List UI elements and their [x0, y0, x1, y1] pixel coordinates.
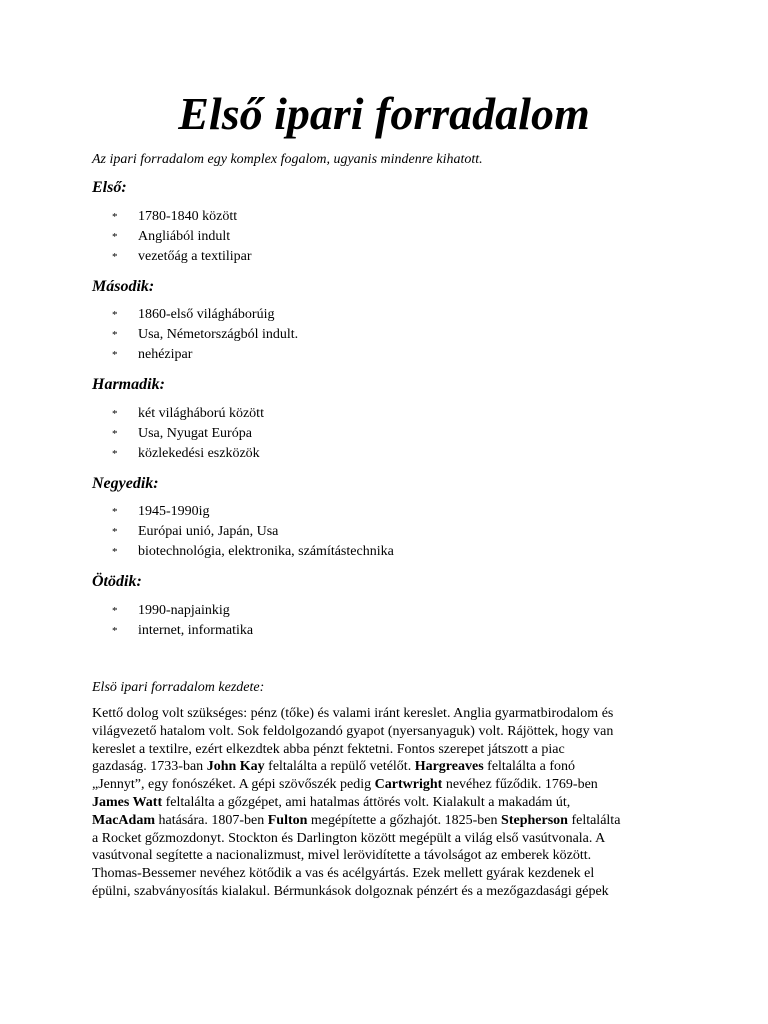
list-item: * internet, informatika: [112, 621, 253, 641]
name-john-kay: John Kay: [206, 759, 265, 775]
section-heading-second: Második:: [92, 278, 155, 295]
list-item: * vezetőág a textilipar: [112, 247, 252, 267]
list-item: * 1945-1990ig: [112, 502, 394, 522]
list-item: * 1780-1840 között: [112, 207, 252, 227]
list-item: * biotechnológia, elektronika, számítástechnika: [112, 542, 394, 562]
name-stepherson: Stepherson: [501, 812, 568, 828]
list-item: * Usa, Nyugat Európa: [112, 424, 264, 444]
bullet-asterisk-icon: *: [112, 506, 118, 518]
name-macadam: MacAdam: [92, 812, 155, 828]
section-heading-first: Első:: [92, 179, 127, 196]
name-fulton: Fulton: [267, 812, 308, 828]
bullet-asterisk-icon: *: [112, 329, 118, 341]
bullet-list-third: [112, 404, 264, 464]
bullet-asterisk-icon: *: [112, 408, 118, 420]
list-item: * Angliából indult: [112, 227, 252, 247]
bullet-list-fifth: [112, 601, 253, 641]
section-heading-fourth: Negyedik:: [92, 475, 159, 492]
section-subtitle: Elsö ipari forradalom kezdete:: [92, 680, 265, 695]
bullet-list-second: [112, 305, 298, 365]
bullet-asterisk-icon: *: [112, 546, 118, 558]
bullet-asterisk-icon: *: [112, 251, 118, 263]
bullet-list-first: [112, 207, 252, 267]
list-item: * közlekedési eszközök: [112, 444, 264, 464]
bullet-asterisk-icon: *: [112, 428, 118, 440]
bullet-asterisk-icon: *: [112, 526, 118, 538]
list-item: * két világháború között: [112, 404, 264, 424]
bullet-asterisk-icon: *: [112, 448, 118, 460]
bullet-asterisk-icon: *: [112, 231, 118, 243]
bullet-asterisk-icon: *: [112, 211, 118, 223]
name-james-watt: James Watt: [92, 794, 163, 810]
bullet-asterisk-icon: *: [112, 625, 118, 637]
list-item: * Usa, Németországból indult.: [112, 325, 298, 345]
section-heading-fifth: Ötödik:: [92, 573, 142, 590]
intro-text: Az ipari forradalom egy komplex fogalom, ugyanis mindenre kihatott.: [92, 152, 483, 167]
list-item: * 1990-napjainkig: [112, 601, 253, 621]
bullet-list-fourth: [112, 502, 394, 562]
section-heading-third: Harmadik:: [92, 376, 165, 393]
bullet-asterisk-icon: *: [112, 605, 118, 617]
list-item: * 1860-első világháborúig: [112, 305, 298, 325]
name-cartwright: Cartwright: [374, 777, 443, 793]
name-hargreaves: Hargreaves: [414, 759, 484, 775]
page-title: Első ipari forradalom: [178, 88, 590, 139]
list-item: * nehézipar: [112, 345, 298, 365]
bullet-asterisk-icon: *: [112, 309, 118, 321]
body-paragraph: Kettő dolog volt szükséges: pénz (tőke) és valami iránt kereslet. Anglia gyarmatbirodalom és világvezető hatalom volt. Sok feldolgozandó gyapot (nyersanyaguk) volt. Rájöttek, hogy van kereslet a textilre, ezért elkezdtek abba pénzt fektetni. Fontos szerepet játszott a piac gazdaság. 1733-ban John Kay feltalálta a repülő vetélőt. Hargreaves feltalálta a fonó „Jennyt”, egy fonószéket. A gépi szövőszék pedig Cartwright nevéhez fűződik. 1769-ben James Watt feltalálta a gőzgépet, ami hatalmas áttörés volt. Kialakult a makadám út, MacAdam hatására. 1807-ben Fulton megépítette a gőzhajót. 1825-ben Stepherson feltalálta a Rocket gőzmozdonyt. Stockton és Darlington között megépült a világ első vasútvonala. A vasútvonal segítette a nacionalizmust, mivel lerövidítette a távolságot az emberek között. Thomas-Bessemer nevéhez kötődik a vas és acélgyártás. Ezek mellett gyárak kezdenek el épülni, szabványosítás kialakul. Bérmunkások dolgoznak pénzért és a mezőgazdasági gépek: [92, 706, 621, 899]
bullet-asterisk-icon: *: [112, 349, 118, 361]
list-item: * Európai unió, Japán, Usa: [112, 522, 394, 542]
